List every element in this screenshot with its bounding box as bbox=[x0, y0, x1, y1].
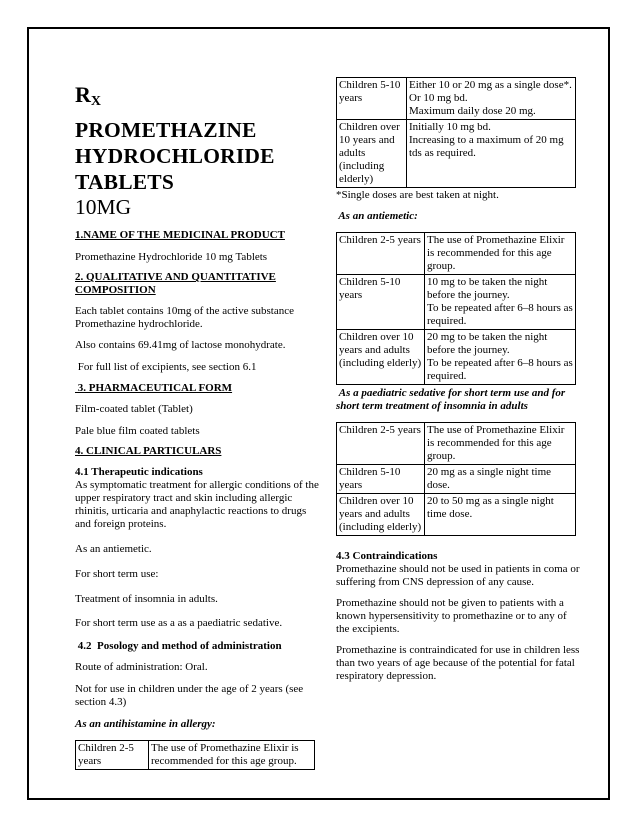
rx-subscript: X bbox=[90, 94, 102, 109]
dosage-cell: 20 mg as a single night time dose. bbox=[425, 465, 576, 494]
section-4-3-heading: 4.3 Contraindications bbox=[336, 550, 438, 562]
table-row bbox=[337, 78, 576, 120]
dosage-cell: The use of Promethazine Elixir is recommended for this age group. bbox=[425, 423, 576, 465]
dosage-cell: The use of Promethazine Elixir is recommended for this age group. bbox=[149, 741, 315, 770]
dosage-cell: The use of Promethazine Elixir is recommended for this age group. bbox=[425, 233, 576, 275]
dosage-cell: Either 10 or 20 mg as a single dose*. Or 10 mg bd. Maximum daily dose 20 mg. bbox=[407, 78, 576, 120]
table-row bbox=[337, 120, 576, 188]
section-1-text: Promethazine Hydrochloride 10 mg Tablets bbox=[75, 251, 268, 263]
contraindication-coma: Promethazine should not be used in patients in coma or suffering from CNS depression of any cause. bbox=[336, 563, 580, 588]
age-group-cell: Children 5-10 years bbox=[337, 78, 407, 120]
antiemetic-indication: As an antiemetic. bbox=[75, 543, 152, 555]
age-group-cell: Children 5-10 years bbox=[337, 465, 425, 494]
dosage-cell: Initially 10 mg bd. Increasing to a maximum of 20 mg tds as required. bbox=[407, 120, 576, 188]
antiemetic-dosage-table bbox=[336, 232, 576, 385]
age-group-cell: Children over 10 years and adults (including elderly) bbox=[337, 120, 407, 188]
product-title bbox=[75, 117, 320, 195]
dosage-cell: 20 mg to be taken the night before the journey. To be repeated after 6–8 hours as required. bbox=[425, 330, 576, 385]
sedative-heading: As a paediatric sedative for short term use and for short term treatment of insomnia in adults bbox=[336, 387, 568, 412]
age-group-cell: Children 5-10 years bbox=[337, 275, 425, 330]
rx-letter: R bbox=[75, 82, 91, 107]
sedative-dosage-table bbox=[336, 422, 576, 536]
age-group-cell: Children 2-5 years bbox=[337, 233, 425, 275]
section-2-lactose: Also contains 69.41mg of lactose monohydrate. bbox=[75, 339, 286, 351]
right-column bbox=[336, 77, 581, 683]
age-group-cell: Children 2-5 years bbox=[76, 741, 149, 770]
table-row bbox=[337, 423, 576, 465]
section-1-heading: 1.NAME OF THE MEDICINAL PRODUCT bbox=[75, 229, 285, 241]
section-3-appearance: Pale blue film coated tablets bbox=[75, 425, 200, 437]
left-column bbox=[75, 77, 320, 770]
table-row bbox=[337, 233, 576, 275]
table-row bbox=[337, 465, 576, 494]
dosage-cell: 10 mg to be taken the night before the journey. To be repeated after 6–8 hours as required. bbox=[425, 275, 576, 330]
product-strength: 10MG bbox=[75, 195, 132, 219]
section-2-heading: 2. QUALITATIVE AND QUANTITATIVE COMPOSITION bbox=[75, 271, 276, 296]
age-group-cell: Children over 10 years and adults (including elderly) bbox=[337, 494, 425, 536]
dosage-cell: 20 to 50 mg as a single night time dose. bbox=[425, 494, 576, 536]
contraindication-children: Promethazine is contraindicated for use in children less than two years of age because of the potential for fatal respiratory depression. bbox=[336, 644, 580, 682]
section-2-text: Each tablet contains 10mg of the active substance Promethazine hydrochloride. bbox=[75, 305, 295, 330]
single-doses-note: *Single doses are best taken at night. bbox=[336, 189, 499, 201]
section-2-excipients: For full list of excipients, see section 6.1 bbox=[75, 361, 257, 373]
section-3-form: Film-coated tablet (Tablet) bbox=[75, 403, 193, 415]
age-restriction: Not for use in children under the age of 2 years (see section 4.3) bbox=[75, 683, 304, 708]
table-row bbox=[76, 741, 315, 770]
title-line: PROMETHAZINE bbox=[75, 118, 257, 142]
table-row bbox=[337, 494, 576, 536]
age-group-cell: Children 2-5 years bbox=[337, 423, 425, 465]
section-3-heading: 3. PHARMACEUTICAL FORM bbox=[75, 382, 233, 394]
section-4-heading: 4. CLINICAL PARTICULARS bbox=[75, 445, 222, 457]
allergy-dosage-table bbox=[75, 740, 315, 770]
short-term-use: For short term use: bbox=[75, 568, 159, 580]
antiemetic-heading: As an antiemetic: bbox=[336, 210, 418, 222]
document-page bbox=[27, 27, 610, 800]
antihistamine-heading: As an antihistamine in allergy: bbox=[75, 718, 216, 730]
sedative-indication: For short term use as a as a paediatric sedative. bbox=[75, 617, 283, 629]
table-row bbox=[337, 275, 576, 330]
section-4-2-heading: 4.2 Posology and method of administration bbox=[75, 640, 282, 652]
title-line: HYDROCHLORIDE bbox=[75, 144, 275, 168]
table-row bbox=[337, 330, 576, 385]
contraindication-hypersensitivity: Promethazine should not be given to patients with a known hypersensitivity to promethazine or to any of the excipients. bbox=[336, 597, 567, 635]
rx-symbol bbox=[75, 83, 320, 111]
age-group-cell: Children over 10 years and adults (including elderly) bbox=[337, 330, 425, 385]
route-of-administration: Route of administration: Oral. bbox=[75, 661, 208, 673]
section-4-1-heading: 4.1 Therapeutic indications bbox=[75, 466, 203, 478]
allergy-dosage-table-continued bbox=[336, 77, 576, 188]
section-4-1-text: As symptomatic treatment for allergic conditions of the upper respiratory tract and skin including allergic rhinitis, urticaria and anaphylactic reactions to drugs and foreign proteins. bbox=[75, 479, 319, 530]
title-line: TABLETS bbox=[75, 170, 174, 194]
insomnia-indication: Treatment of insomnia in adults. bbox=[75, 593, 218, 605]
